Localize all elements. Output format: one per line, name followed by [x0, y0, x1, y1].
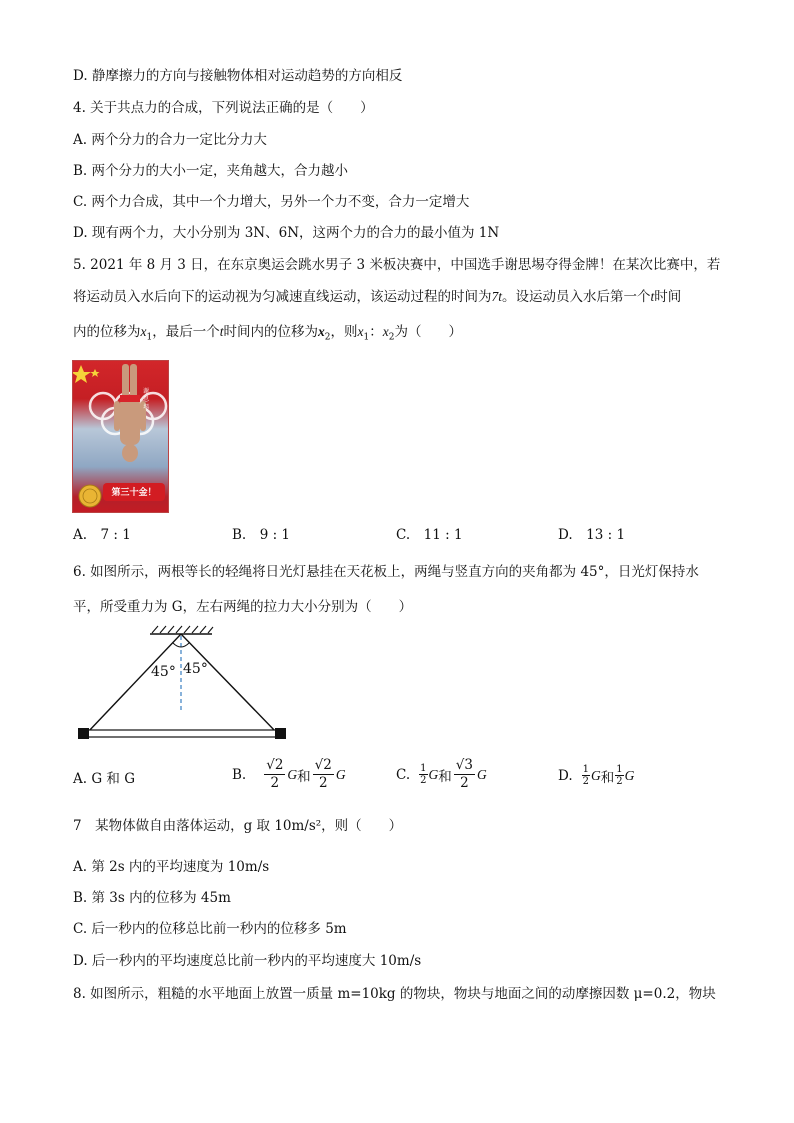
fraction-sqrt2-over-2: $\frac{√2}{2}$: [266, 757, 284, 791]
q7-option-b: B. 第 3s 内的位移为 45m: [73, 890, 231, 906]
ceiling-hatch: [152, 626, 213, 633]
angle-label-left: 45°: [151, 664, 176, 680]
fraction-one-half: 1 2: [582, 764, 590, 787]
fraction-sqrt2-over-2: $\frac{√2}{2}$: [314, 757, 332, 791]
q4-option-d: D. 现有两个力，大小分别为 3N、6N，这两个力的合力的最小值为 1N: [73, 225, 500, 241]
fraction-sqrt3-over-2: $\frac{√3}{2}$: [455, 757, 473, 791]
q5-stem-line3: 内的位移为$x_1$，最后一个t时间内的位移为$x_2$，则$x_1$：$x_2$为（ ）: [73, 324, 462, 343]
fraction-one-half: 1 2: [420, 763, 427, 786]
fraction-one-half: 1 2: [616, 764, 623, 787]
photo-caption: 第三十金！: [111, 488, 157, 498]
q4-stem: 4. 关于共点力的合成，下列说法正确的是（ ）: [73, 100, 374, 116]
q7-option-a: A. 第 2s 内的平均速度为 10m/s: [73, 859, 270, 875]
q3-option-d: D. 静摩擦力的方向与接触物体相对运动趋势的方向相反: [73, 68, 403, 84]
lamp-left-cap: [78, 728, 89, 739]
q5-option-d: D. 13 : 1: [558, 527, 626, 543]
svg-text:埸: 埸: [143, 404, 150, 411]
q5-stem-line2: 将运动员入水后向下的运动视为匀减速直线运动，该运动过程的时间为7t。设运动员入水后第一个t时间: [73, 289, 682, 305]
q7-stem: 7 某物体做自由落体运动，g 取 10m/s²，则（ ）: [73, 818, 403, 834]
q5-option-a: A. 7 : 1: [73, 527, 131, 543]
q6-option-a: A. G 和 G: [73, 771, 135, 787]
x1-symbol: x: [140, 324, 147, 339]
right-rope: [181, 634, 277, 733]
q4-option-a: A. 两个分力的合力一定比分力大: [73, 132, 267, 148]
svg-text:谢: 谢: [143, 388, 150, 395]
q4-option-b: B. 两个分力的大小一定，夹角越大，合力越小: [73, 163, 349, 179]
q5-stem-line1: 5. 2021 年 8 月 3 日，在东京奥运会跳水男子 3 米板决赛中，中国选手谢思埸夺得金牌！在某次比赛中，若: [73, 257, 721, 273]
q7-option-d: D. 后一秒内的平均速度总比前一秒内的平均速度大 10m/s: [73, 953, 422, 969]
q5-option-b: B. 9 : 1: [232, 527, 291, 543]
q5-option-c: C. 11 : 1: [396, 527, 463, 543]
time-7t: 7t: [491, 289, 503, 304]
lamp-right-cap: [275, 728, 286, 739]
x2-symbol: x: [318, 324, 325, 339]
fluorescent-lamp: [87, 730, 277, 737]
q6-option-d: D. 1 2 G 和 1 2 G: [558, 764, 635, 787]
diver-photo: [72, 360, 169, 513]
q6-stem-line1: 6. 如图所示，两根等长的轻绳将日光灯悬挂在天花板上，两绳与竖直方向的夹角都为 45°，日光灯保持水: [73, 564, 699, 580]
lamp-diagram: [70, 624, 295, 746]
q4-option-c: C. 两个力合成，其中一个力增大，另外一个力不变，合力一定增大: [73, 194, 470, 210]
q8-stem-line1: 8. 如图所示，粗糙的水平地面上放置一质量 m=10kg 的物块，物块与地面之间的动摩擦因数 μ=0.2，物块: [73, 986, 716, 1002]
q7-option-c: C. 后一秒内的位移总比前一秒内的位移多 5m: [73, 921, 347, 937]
q6-option-c: C. 1 2 G 和 $\frac{√3}{2}$ G: [396, 757, 487, 791]
svg-text:思: 思: [143, 396, 150, 403]
left-rope: [87, 634, 181, 733]
q6-option-b: B. $\frac{√2}{2}$ G 和 $\frac{√2}{2}$ G: [232, 757, 346, 791]
q6-stem-line2: 平，所受重力为 G，左右两绳的拉力大小分别为（ ）: [73, 599, 413, 615]
angle-label-right: 45°: [183, 661, 208, 677]
